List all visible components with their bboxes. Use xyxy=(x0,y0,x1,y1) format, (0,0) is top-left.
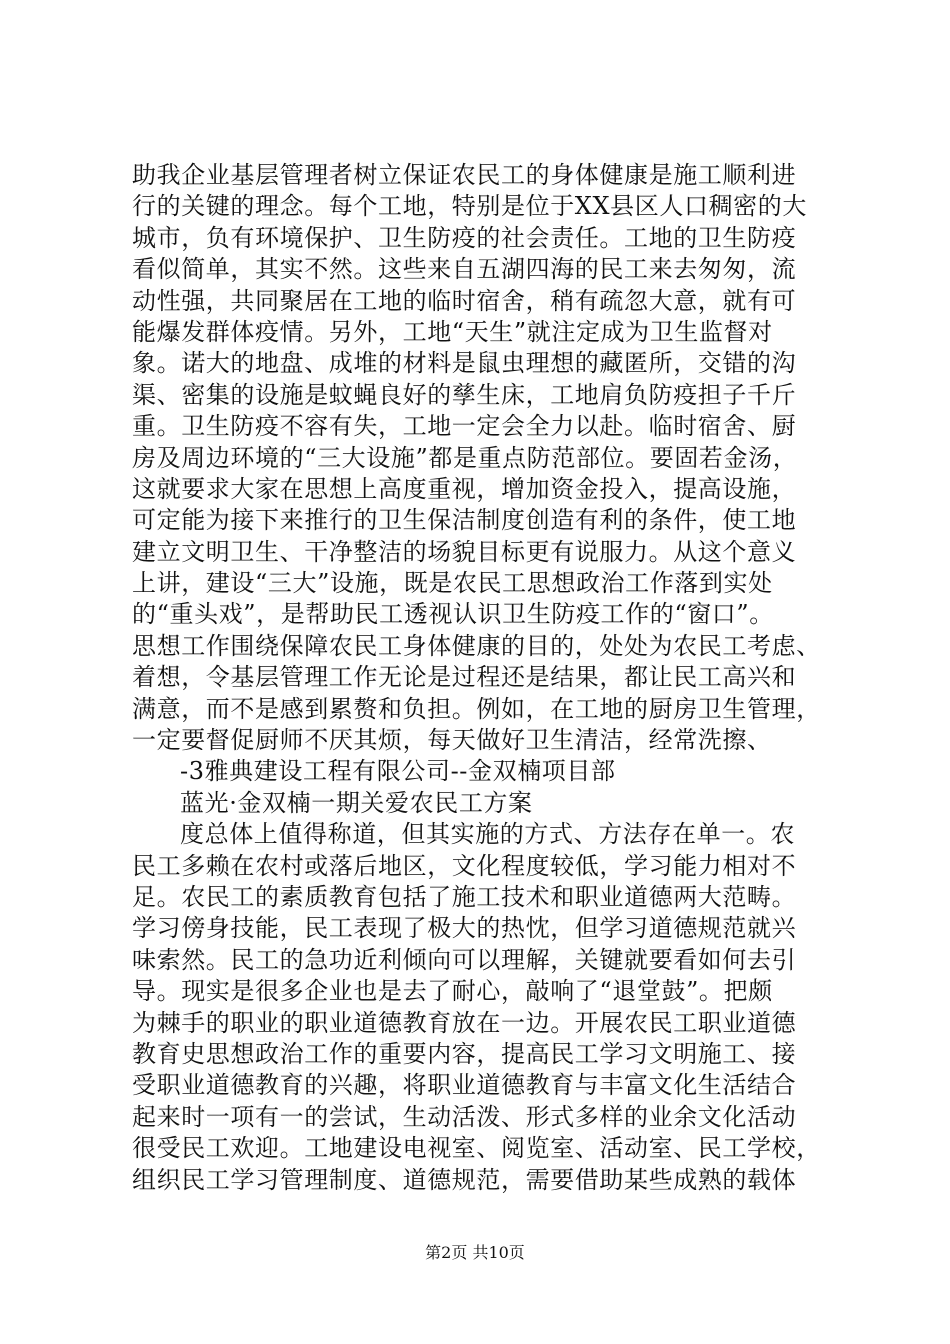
text-line: 民工多赖在农村或落后地区，文化程度较低，学习能力相对不 xyxy=(132,851,797,880)
text-line: 象。诺大的地盘、成堆的材料是鼠虫理想的藏匿所，交错的沟 xyxy=(132,349,797,378)
text-line: 组织民工学习管理制度、道德规范，需要借助某些成熟的载体 xyxy=(132,1165,797,1194)
text-line: 上讲，建设“三大”设施，既是农民工思想政治工作落到实处 xyxy=(132,569,773,598)
text-line: 为棘手的职业的职业道德教育放在一边。开展农民工职业道德 xyxy=(132,1008,797,1037)
plan-title-line: 蓝光·金双楠一期关爱农民工方案 xyxy=(180,788,533,817)
text-line: 一定要督促厨师不厌其烦，每天做好卫生清洁，经常洗擦、 xyxy=(132,726,772,755)
page-number: 第2页 共10页 xyxy=(425,1243,525,1262)
company-header-line: -3雅典建设工程有限公司--金双楠项目部 xyxy=(180,757,616,786)
text-line: 这就要求大家在思想上高度重视，增加资金投入，提高设施， xyxy=(132,474,797,503)
text-line: 度总体上值得称道，但其实施的方式、方法存在单一。农 xyxy=(180,820,795,849)
document-body xyxy=(132,160,832,1196)
text-line: 受职业道德教育的兴趣，将职业道德教育与丰富文化生活结合 xyxy=(132,1071,797,1100)
text-line: 教育史思想政治工作的重要内容，提高民工学习文明施工、接 xyxy=(132,1039,797,1068)
text-line: 思想工作围绕保障农民工身体健康的目的，处处为农民工考虑、 xyxy=(132,631,821,660)
text-line: 动性强，共同聚居在工地的临时宿舍，稍有疏忽大意，就有可 xyxy=(132,286,797,315)
text-line: 味索然。民工的急功近利倾向可以理解，关键就要看如何去引 xyxy=(132,945,797,974)
text-line: 导。现实是很多企业也是去了耐心，敲响了“退堂鼓”。把颇 xyxy=(132,977,773,1006)
text-line: 的“重头戏”，是帮助民工透视认识卫生防疫工作的“窗口”。 xyxy=(132,600,774,629)
text-line: 建立文明卫生、干净整洁的场貌目标更有说服力。从这个意义 xyxy=(132,537,797,566)
text-line: 着想，令基层管理工作无论是过程还是结果，都让民工高兴和 xyxy=(132,663,797,692)
text-line: 满意，而不是感到累赘和负担。例如，在工地的厨房卫生管理， xyxy=(132,694,821,723)
text-line: 很受民工欢迎。工地建设电视室、阅览室、活动室、民工学校， xyxy=(132,1134,821,1163)
text-line: 可定能为接下来推行的卫生保洁制度创造有利的条件，使工地 xyxy=(132,506,797,535)
text-line: 看似简单，其实不然。这些来自五湖四海的民工来去匆匆，流 xyxy=(132,255,797,284)
text-line: 足。农民工的素质教育包括了施工技术和职业道德两大范畴。 xyxy=(132,882,797,911)
text-line: 能爆发群体疫情。另外，工地“天生”就注定成为卫生监督对 xyxy=(132,317,773,346)
text-line: 助我企业基层管理者树立保证农民工的身体健康是施工顺利进 xyxy=(132,161,797,189)
text-line: 城市，负有环境保护、卫生防疫的社会责任。工地的卫生防疫 xyxy=(132,223,797,252)
text-line: 房及周边环境的“三大设施”都是重点防范部位。要固若金汤， xyxy=(132,443,798,472)
text-line: 渠、密集的设施是蚊蝇良好的孳生床，工地肩负防疫担子千斤 xyxy=(132,380,797,409)
page-footer xyxy=(0,1243,950,1263)
text-line: 行的关键的理念。每个工地，特别是位于XX县区人口稠密的大 xyxy=(132,192,807,221)
text-line: 学习傍身技能，民工表现了极大的热忱，但学习道德规范就兴 xyxy=(132,914,797,943)
text-line: 重。卫生防疫不容有失，工地一定会全力以赴。临时宿舍、厨 xyxy=(132,412,797,441)
text-line: 起来时一项有一的尝试，生动活泼、形式多样的业余文化活动 xyxy=(132,1102,797,1131)
